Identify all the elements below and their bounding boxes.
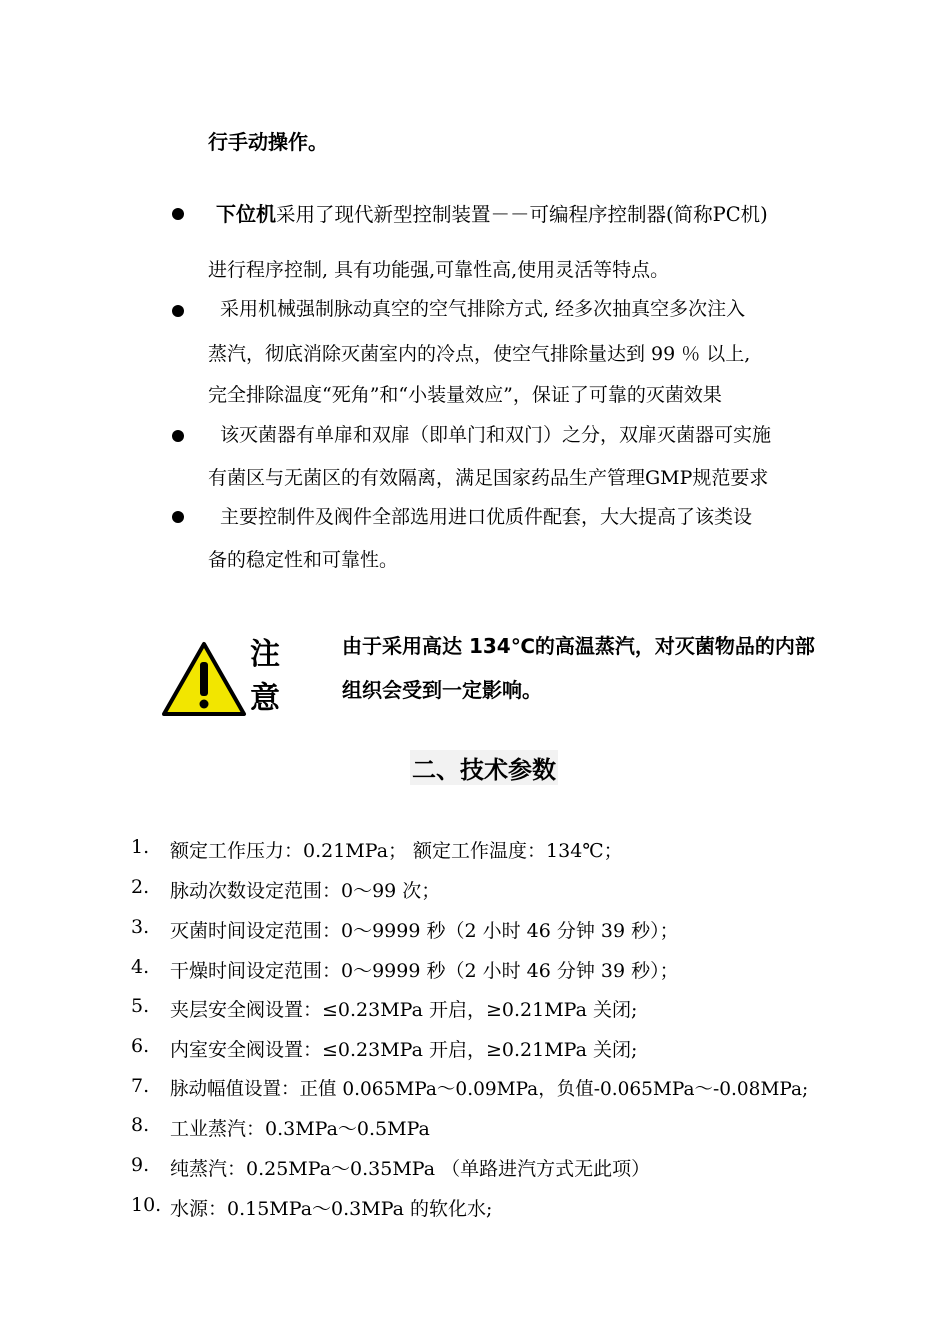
section-title: 二、技术参数 [410,750,558,785]
list-item: 内室安全阀设置：≤0.23MPa 开启，≥0.21MPa 关闭; [170,1039,638,1061]
feature-line: 进行程序控制, 具有功能强,可靠性高,使用灵活等特点。 [208,259,670,281]
feature-line: 该灭菌器有单扉和双扉（即单门和双门）之分，双扉灭菌器可实施 [220,424,772,446]
feature-line: 主要控制件及阀件全部选用进口优质件配套，大大提高了该类设 [220,506,753,528]
feature-text: 采用了现代新型控制装置－－可编程序控制器(简称PC机) [276,203,768,226]
list-item: 纯蒸汽：0.25MPa～0.35MPa （单路进汽方式无此项） [170,1158,651,1180]
warning-label-2: 意 [250,681,280,716]
list-item: 夹层安全阀设置：≤0.23MPa 开启，≥0.21MPa 关闭; [170,999,638,1021]
list-number: 5. [131,995,150,1017]
list-number: 7. [131,1075,150,1097]
warning-text-line: 由于采用高达 134℃的高温蒸汽，对灭菌物品的内部 [342,634,815,658]
list-item: 脉动幅值设置：正值 0.065MPa～0.09MPa，负值-0.065MPa～-0.08MPa; [170,1079,809,1100]
list-number: 3. [131,916,150,938]
list-item: 脉动次数设定范围：0～99 次； [170,880,441,902]
list-number: 9. [131,1154,150,1176]
list-item: 干燥时间设定范围：0～9999 秒（2 小时 46 分钟 39 秒）； [170,960,679,982]
bullet-icon [172,430,184,442]
warning-label-1: 注 [250,637,280,672]
continuation-text: 行手动操作。 [208,130,328,154]
feature-line: 备的稳定性和可靠性。 [208,549,399,571]
list-item: 工业蒸汽：0.3MPa～0.5MPa [170,1118,430,1140]
list-number: 6. [131,1035,150,1057]
feature-line: 采用机械强制脉动真空的空气排除方式, 经多次抽真空多次注入 [220,298,746,320]
list-number: 4. [131,956,150,978]
list-number: 8. [131,1114,150,1136]
feature-line [216,204,768,225]
list-number: 1. [131,836,150,858]
list-number: 2. [131,876,150,898]
bullet-icon [172,305,184,317]
feature-line: 完全排除温度“死角”和“小装量效应”，保证了可靠的灭菌效果 [208,384,722,406]
warning-text-line: 组织会受到一定影响。 [342,678,542,702]
list-item: 灭菌时间设定范围：0～9999 秒（2 小时 46 分钟 39 秒）； [170,920,679,942]
list-item: 水源：0.15MPa～0.3MPa 的软化水; [170,1198,493,1220]
list-number: 10. [131,1194,162,1216]
bullet-icon [172,511,184,523]
feature-line: 蒸汽，彻底消除灭菌室内的冷点，使空气排除量达到 99 ％ 以上, [208,343,751,365]
bullet-icon [172,208,184,220]
feature-line: 有菌区与无菌区的有效隔离，满足国家药品生产管理GMP规范要求 [208,467,769,489]
feature-lead: 下位机 [216,202,276,226]
list-item: 额定工作压力：0.21MPa； 额定工作温度：134℃； [170,840,623,862]
